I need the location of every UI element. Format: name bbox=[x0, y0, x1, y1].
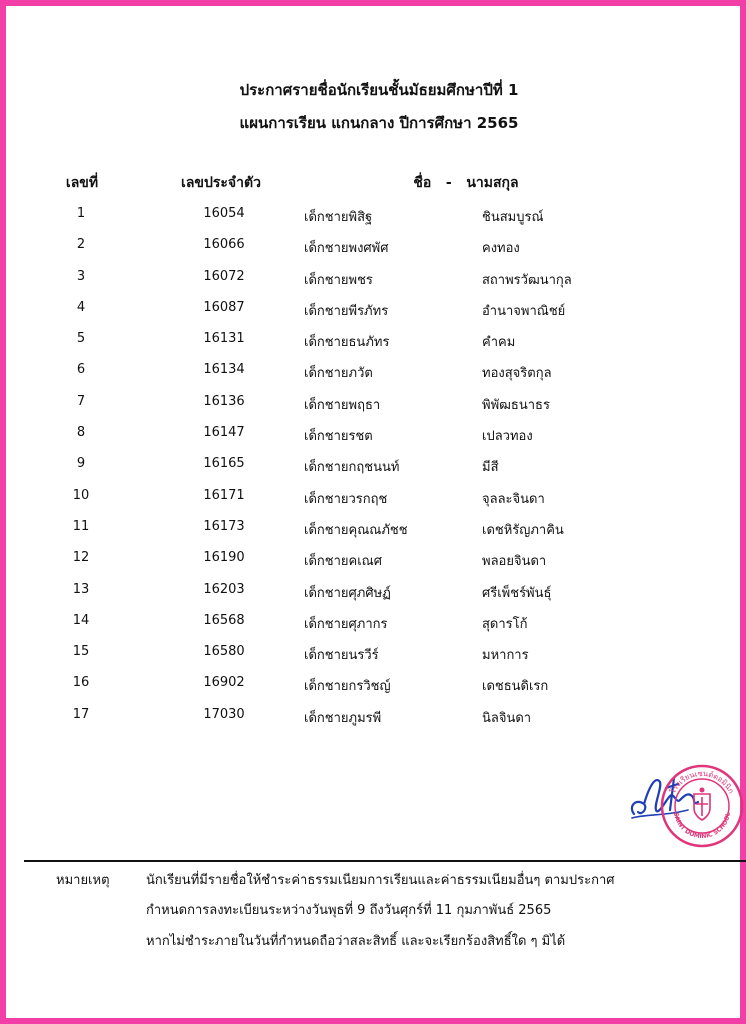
row-last-name: อำนาจพาณิชย์ bbox=[482, 303, 566, 319]
row-first-name: เด็กชายธนภัทร bbox=[304, 335, 390, 351]
row-number: 4 bbox=[76, 299, 86, 315]
row-last-name: เดชธนดิเรก bbox=[482, 679, 549, 695]
table-row bbox=[6, 331, 746, 362]
row-number: 16 bbox=[72, 675, 90, 691]
table-row bbox=[6, 456, 746, 487]
row-student-id: 16134 bbox=[203, 362, 245, 378]
row-student-id: 16171 bbox=[203, 487, 245, 503]
row-student-id: 16131 bbox=[203, 331, 245, 347]
row-student-id: 16902 bbox=[203, 675, 245, 691]
note-line-1: นักเรียนที่มีรายชื่อให้ชำระค่าธรรมเนียมการเรียนและค่าธรรมเนียมอื่นๆ ตามประกาศ bbox=[146, 873, 615, 888]
row-student-id: 16072 bbox=[203, 268, 245, 284]
row-number: 10 bbox=[72, 487, 90, 503]
table-row bbox=[6, 675, 746, 706]
row-student-id: 16087 bbox=[203, 299, 245, 315]
row-first-name: เด็กชายพีรภัทร bbox=[304, 303, 389, 319]
table-row bbox=[6, 519, 746, 550]
row-last-name: นิลจินดา bbox=[482, 710, 532, 726]
row-last-name: สถาพรวัฒนากุล bbox=[482, 272, 572, 288]
row-number: 1 bbox=[76, 206, 86, 221]
row-first-name: เด็กชายกฤชนนท์ bbox=[304, 460, 400, 476]
page-title: ประกาศรายชื่อนักเรียนชั้นมัธยมศึกษาปีที่ 1 bbox=[239, 81, 519, 99]
table-row bbox=[6, 613, 746, 644]
row-student-id: 16203 bbox=[203, 581, 245, 597]
row-number: 3 bbox=[76, 268, 86, 284]
note-label: หมายเหตุ bbox=[56, 873, 110, 888]
row-first-name: เด็กชายวรกฤช bbox=[304, 491, 388, 507]
row-first-name: เด็กชายพฤธา bbox=[304, 397, 381, 413]
table-row bbox=[6, 206, 746, 237]
row-number: 7 bbox=[76, 393, 86, 409]
divider bbox=[24, 860, 746, 862]
row-student-id: 16568 bbox=[203, 612, 245, 628]
row-first-name: เด็กชายกรวิชญ์ bbox=[304, 679, 391, 695]
row-number: 8 bbox=[76, 425, 86, 441]
row-number: 14 bbox=[72, 612, 90, 628]
table-row bbox=[6, 300, 746, 331]
row-first-name: เด็กชายพชร bbox=[304, 272, 373, 288]
row-last-name: มหาการ bbox=[482, 648, 529, 664]
row-last-name: คำคม bbox=[482, 335, 516, 351]
table-row bbox=[6, 394, 746, 425]
row-last-name: จุลละจินดา bbox=[482, 491, 545, 507]
row-number: 2 bbox=[76, 237, 86, 253]
row-student-id: 16173 bbox=[203, 518, 245, 534]
table-row bbox=[6, 644, 746, 675]
header-student-id: เลขประจำตัว bbox=[181, 175, 261, 191]
note-line-2: กำหนดการลงทะเบียนระหว่างวันพุธที่ 9 ถึงวันศุกร์ที่ 11 กุมภาพันธ์ 2565 bbox=[146, 903, 552, 918]
student-list bbox=[6, 206, 746, 738]
row-last-name: เปลวทอง bbox=[482, 429, 533, 445]
row-first-name: เด็กชายนรวีร์ bbox=[304, 648, 379, 664]
row-number: 5 bbox=[76, 331, 86, 347]
row-last-name: พลอยจินดา bbox=[482, 554, 547, 570]
row-last-name: เดชหิรัญภาคิน bbox=[482, 522, 564, 538]
row-number: 15 bbox=[72, 644, 90, 660]
row-number: 11 bbox=[72, 518, 90, 534]
row-number: 13 bbox=[72, 581, 90, 597]
row-student-id: 17030 bbox=[203, 706, 245, 722]
row-first-name: เด็กชายคเณศ bbox=[304, 554, 382, 570]
table-row bbox=[6, 237, 746, 268]
row-number: 6 bbox=[76, 362, 86, 378]
row-first-name: เด็กชายรชต bbox=[304, 429, 373, 445]
row-number: 17 bbox=[72, 706, 90, 722]
seal-top-text: โรงเรียนเซนต์ดอมินิก bbox=[668, 768, 736, 795]
row-student-id: 16066 bbox=[203, 237, 245, 253]
table-row bbox=[6, 582, 746, 613]
row-first-name: เด็กชายพิสิฐ bbox=[304, 210, 373, 225]
row-first-name: เด็กชายภูมรพี bbox=[304, 710, 382, 726]
table-row bbox=[6, 488, 746, 519]
row-student-id: 16190 bbox=[203, 550, 245, 566]
seal-bottom-text: SAINT DOMINIC SCHOOL bbox=[672, 811, 732, 841]
row-last-name: พิพัฒธนาธร bbox=[482, 397, 550, 413]
note-line-3: หากไม่ชำระภายในวันที่กำหนดถือว่าสละสิทธิ์ และจะเรียกร้องสิทธิ์ใด ๆ มิได้ bbox=[146, 934, 566, 949]
row-last-name: ทองสุจริตกุล bbox=[482, 366, 552, 382]
row-number: 9 bbox=[76, 456, 86, 472]
row-last-name: สุดารโก้ bbox=[482, 616, 528, 632]
row-student-id: 16054 bbox=[203, 206, 245, 221]
table-row bbox=[6, 550, 746, 581]
header-name: ชื่อ - นามสกุล bbox=[413, 175, 519, 191]
row-student-id: 16165 bbox=[203, 456, 245, 472]
svg-text:SAINT DOMINIC SCHOOL bbox=[672, 812, 732, 840]
row-first-name: เด็กชายศุภากร bbox=[304, 616, 388, 632]
table-row bbox=[6, 707, 746, 738]
table-row bbox=[6, 425, 746, 456]
row-number: 12 bbox=[72, 550, 90, 566]
page-subtitle: แผนการเรียน แกนกลาง ปีการศึกษา 2565 bbox=[239, 114, 519, 132]
table-row bbox=[6, 362, 746, 393]
header-number: เลขที่ bbox=[65, 175, 99, 191]
row-student-id: 16147 bbox=[203, 425, 245, 441]
row-first-name: เด็กชายพงศพัศ bbox=[304, 241, 389, 257]
row-first-name: เด็กชายภวัต bbox=[304, 366, 373, 382]
row-student-id: 16580 bbox=[203, 644, 245, 660]
row-first-name: เด็กชายศุภศิษฏ์ bbox=[304, 585, 391, 601]
row-last-name: มีสี bbox=[482, 460, 499, 476]
table-row bbox=[6, 269, 746, 300]
row-last-name: คงทอง bbox=[482, 241, 520, 257]
row-last-name: ชินสมบูรณ์ bbox=[482, 210, 544, 225]
row-student-id: 16136 bbox=[203, 393, 245, 409]
school-seal bbox=[660, 764, 744, 848]
row-first-name: เด็กชายคุณณภัชช bbox=[304, 522, 408, 538]
row-last-name: ศรีเพ็ชร์พันธุ์ bbox=[482, 585, 552, 601]
